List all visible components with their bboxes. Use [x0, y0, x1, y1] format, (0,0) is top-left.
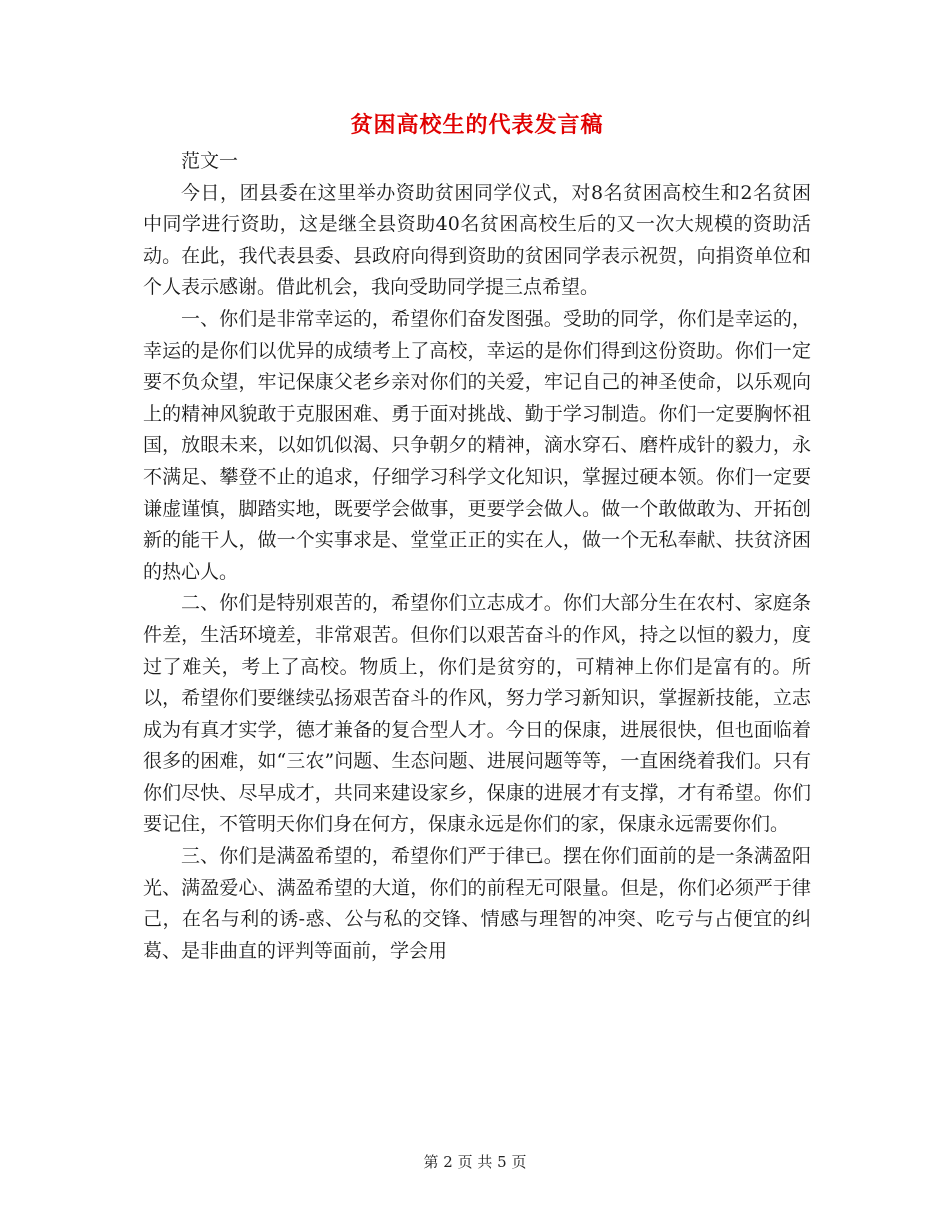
paragraph-point-one: 一、你们是非常幸运的，希望你们奋发图强。受助的同学，你们是幸运的，幸运的是你们以优异的成绩考上了高校，幸运的是你们得到这份资助。你们一定要不负众望，牢记保康父老乡亲对你们的关爱，牢记自己的神圣使命，以乐观向上的精神风貌敢于克服困难、勇于面对挑战、勤于学习制造。你们一定要胸怀祖国，放眼未来，以如饥似渴、只争朝夕的精神，滴水穿石、磨杵成针的毅力，永不满足、攀登不止的追求，仔细学习科学文化知识，掌握过硬本领。你们一定要谦虚谨慎，脚踏实地，既要学会做事，更要学会做人。做一个敢做敢为、开拓创新的能干人，做一个实事求是、堂堂正正的实在人，做一个无私奉献、扶贫济困的热心人。: [143, 307, 811, 583]
paragraph-intro: 今日，团县委在这里举办资助贫困同学仪式，对8名贫困高校生和2名贫困中同学进行资助，这是继全县资助40名贫困高校生后的又一次大规模的资助活动。在此，我代表县委、县政府向得到资助的贫困同学表示祝贺，向捐资单位和个人表示感谢。借此机会，我向受助同学提三点希望。: [143, 181, 811, 299]
paragraph-point-three: 三、你们是满盈希望的，希望你们严于律已。摆在你们面前的是一条满盈阳光、满盈爱心、满盈希望的大道，你们的前程无可限量。但是，你们必须严于律己，在名与利的诱-惑、公与私的交锋、情感与理智的冲突、吃亏与占便宜的纠葛、是非曲直的评判等面前，学会用: [143, 845, 811, 962]
document-subtitle: 范文一: [181, 150, 239, 172]
document-body: [143, 108, 811, 967]
paragraph-point-two: 二、你们是特别艰苦的，希望你们立志成才。你们大部分生在农村、家庭条件差，生活环境差，非常艰苦。但你们以艰苦奋斗的作风，持之以恒的毅力，度过了难关，考上了高校。物质上，你们是贫穷的，可精神上你们是富有的。所以，希望你们要继续弘扬艰苦奋斗的作风，努力学习新知识，掌握新技能，立志成为有真才实学，德才兼备的复合型人才。今日的保康，进展很快，但也面临着很多的困难，如“三农”问题、生态问题、进展问题等等，一直困绕着我们。只有你们尽快、尽早成才，共同来建设家乡，保康的进展才有支撑，才有希望。你们要记住，不管明天你们身在何方，保康永远是你们的家，保康永远需要你们。: [143, 592, 811, 836]
document-title: 贫困高校生的代表发言稿: [350, 112, 604, 138]
page-number-footer: 第 2 页 共 5 页: [423, 1153, 527, 1171]
